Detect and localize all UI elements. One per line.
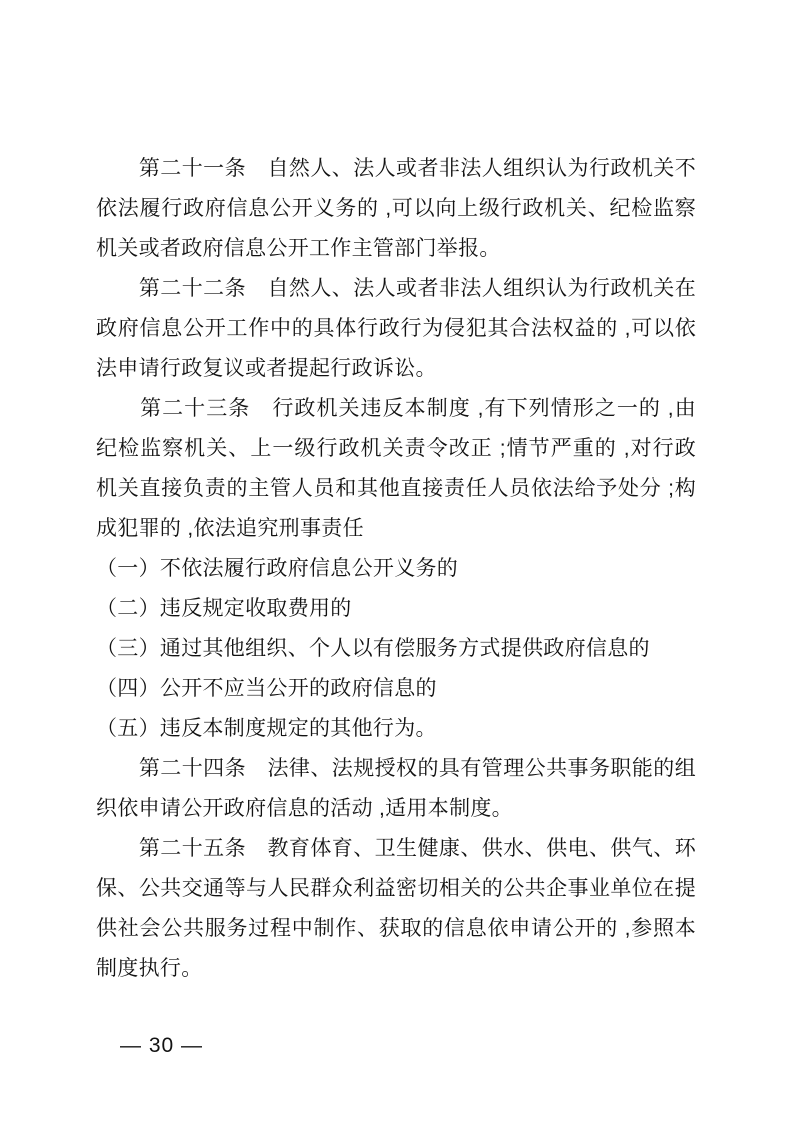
document-line: 纪检监察机关、上一级行政机关责令改正 ;情节严重的 ,对行政 [96,437,696,460]
document-line: 第二十一条 自然人、法人或者非法人组织认为行政机关不 [96,157,696,180]
document-line: 保、公共交通等与人民群众利益密切相关的公共企事业单位在提 [96,877,696,900]
document-line: 法申请行政复议或者提起行政诉讼。 [96,357,437,380]
document-line: 政府信息公开工作中的具体行政行为侵犯其合法权益的 ,可以依 [96,317,696,340]
document-line: （一）不依法履行政府信息公开义务的 [96,557,459,580]
document-line: 第二十二条 自然人、法人或者非法人组织认为行政机关在 [96,277,696,300]
list-item [96,709,696,749]
article-paragraph [96,269,696,389]
article-paragraph [96,829,696,989]
document-line: 第二十五条 教育体育、卫生健康、供水、供电、供气、环 [96,837,696,860]
document-line: （四）公开不应当公开的政府信息的 [96,677,437,700]
article-paragraph [96,389,696,549]
document-line: （五）违反本制度规定的其他行为。 [96,717,437,740]
list-item [96,589,696,629]
document-line: 机关直接负责的主管人员和其他直接责任人员依法给予处分 ;构 [96,477,696,500]
document-line: 第二十四条 法律、法规授权的具有管理公共事务职能的组 [96,757,696,780]
list-item [96,629,696,669]
document-line: 机关或者政府信息公开工作主管部门举报。 [96,237,501,260]
document-line: 供社会公共服务过程中制作、获取的信息依申请公开的 ,参照本 [96,917,696,940]
document-line: 织依申请公开政府信息的活动 ,适用本制度。 [96,797,513,820]
page-number: — 30 — [120,1034,204,1057]
document-line: 第二十三条 行政机关违反本制度 ,有下列情形之一的 ,由 [96,397,696,420]
document-line: 依法履行政府信息公开义务的 ,可以向上级行政机关、纪检监察 [96,197,696,220]
document-body [96,149,696,989]
list-item [96,549,696,589]
document-line: （三）通过其他组织、个人以有偿服务方式提供政府信息的 [96,637,650,660]
article-paragraph [96,149,696,269]
document-line: 制度执行。 [96,957,203,980]
document-line: 成犯罪的 ,依法追究刑事责任 [96,517,364,540]
list-item [96,669,696,709]
article-paragraph [96,749,696,829]
document-line: （二）违反规定收取费用的 [96,597,352,620]
